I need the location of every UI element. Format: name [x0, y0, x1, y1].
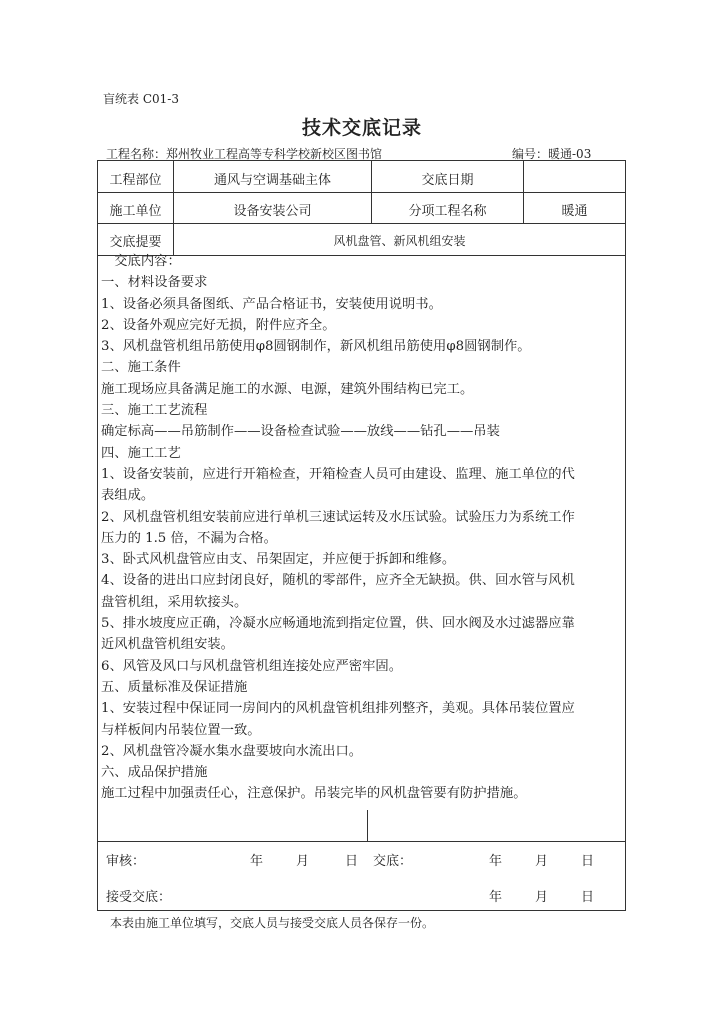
review-label: 审核： [106, 854, 146, 869]
project-name: 工程名称：郑州牧业工程高等专科学校新校区图书馆 [106, 147, 383, 161]
subitem-label: 分项工程名称 [408, 204, 487, 219]
content-line: 1、设备必须具备图纸、产品合格证书，安装使用说明书。 [101, 296, 442, 312]
receiver-month: 月 [535, 890, 549, 905]
row-divider [98, 223, 625, 224]
row-divider [98, 192, 625, 193]
content-line: 盘管机组，采用软接头。 [101, 594, 248, 610]
footnote: 本表由施工单位填写，交底人员与接受交底人员各保存一份。 [110, 916, 435, 930]
construction-unit-value: 设备安装公司 [233, 204, 312, 219]
project-part-label: 工程部位 [109, 173, 162, 188]
content-line: 四、施工工艺 [101, 445, 181, 461]
row-divider [98, 841, 625, 842]
project-part-value: 通风与空调基础主体 [213, 173, 331, 188]
receiver-year: 年 [489, 890, 503, 905]
handover-month: 月 [535, 854, 549, 869]
col-divider [367, 810, 368, 841]
receiver-label: 接受交底： [106, 890, 172, 905]
summary-label: 交底提要 [109, 235, 162, 250]
content-line: 施工过程中加强责任心，注意保护。吊装完毕的风机盘管要有防护措施。 [101, 786, 527, 802]
handover-label: 交底： [373, 854, 413, 869]
content-line: 表组成。 [101, 488, 155, 504]
review-day: 日 [345, 854, 359, 869]
content-line: 六、成品保护措施 [101, 765, 208, 781]
summary-value: 风机盘管、新风机组安装 [333, 234, 466, 248]
construction-unit-label: 施工单位 [109, 204, 162, 219]
content-line: 近风机盘管机组安装。 [101, 637, 234, 653]
handover-content [101, 251, 623, 805]
content-line: 6、风管及风口与风机盘管机组连接处应严密牢固。 [101, 658, 402, 674]
content-line: 3、卧式风机盘管应由支、吊架固定，并应便于拆卸和维修。 [101, 552, 456, 568]
content-line: 压力的 1.5 倍，不漏为合格。 [101, 530, 277, 546]
content-line: 一、材料设备要求 [101, 275, 208, 291]
handover-year: 年 [489, 854, 503, 869]
handover-day: 日 [581, 854, 595, 869]
content-line: 2、风机盘管机组安装前应进行单机三速试运转及水压试验。试验压力为系统工作 [101, 509, 575, 525]
page-title: 技术交底记录 [301, 117, 422, 139]
content-line: 三、施工工艺流程 [101, 403, 208, 419]
subitem-value: 暖通 [561, 204, 588, 219]
content-line: 3、风机盘管机组吊筋使用φ8圆钢制作，新风机组吊筋使用φ8圆钢制作。 [101, 339, 531, 355]
handover-date-label: 交底日期 [421, 173, 474, 188]
content-line: 4、设备的进出口应封闭良好，随机的零部件，应齐全无缺损。供、回水管与风机 [101, 573, 575, 589]
content-line: 与样板间内吊装位置一致。 [101, 722, 261, 738]
review-month: 月 [296, 854, 310, 869]
content-line: 2、设备外观应完好无损，附件应齐全。 [101, 317, 336, 333]
content-line: 2、风机盘管冷凝水集水盘要坡向水流出口。 [101, 743, 363, 759]
receiver-day: 日 [581, 890, 595, 905]
content-line: 二、施工条件 [101, 360, 181, 376]
review-year: 年 [250, 854, 264, 869]
record-table [97, 160, 626, 911]
content-line: 确定标高——吊筋制作——设备检查试验——放线——钻孔——吊装 [101, 424, 500, 440]
content-line: 1、设备安装前，应进行开箱检查，开箱检查人员可由建设、监理、施工单位的代 [101, 466, 575, 482]
content-line: 施工现场应具备满足施工的水源、电源，建筑外围结构已完工。 [101, 381, 474, 397]
content-line: 交底内容： [101, 254, 181, 269]
content-line: 五、质量标准及保证措施 [101, 679, 248, 695]
project-number: 编号：暖通-03 [512, 147, 592, 161]
content-line: 5、排水坡度应正确，冷凝水应畅通地流到指定位置，供、回水阀及水过滤器应靠 [101, 616, 575, 632]
content-line: 1、安装过程中保证同一房间内的风机盘管机组排列整齐，美观。具体吊装位置应 [101, 701, 575, 717]
form-code: 盲统表 C01-3 [103, 92, 179, 106]
